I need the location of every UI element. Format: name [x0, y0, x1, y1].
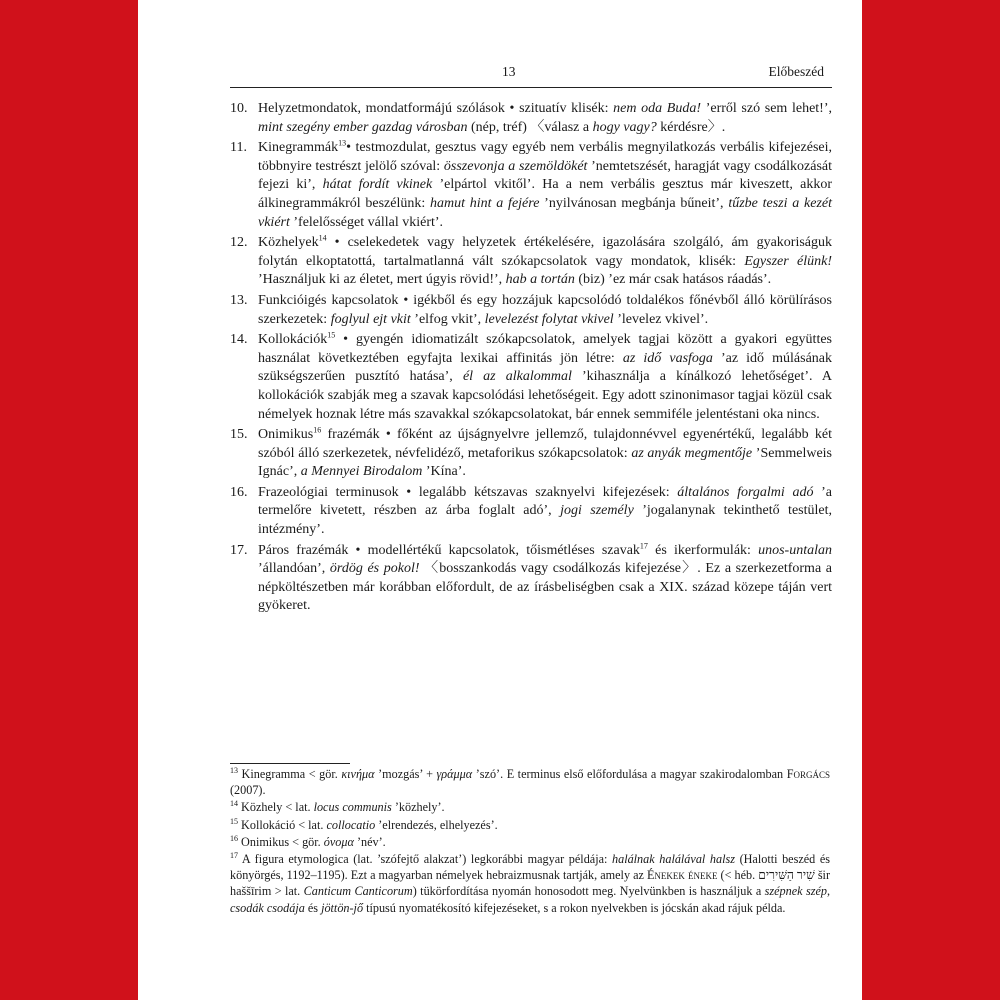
item-text: Páros frazémák • modellértékű kapcsolatok, tőismétléses szavak$^{17}$ és ikerformulák: unos-untalan ’állandóan’, ördög és pokol! 〈bosszankodás vagy csodálkozás kifejezése〉. Ez a szerkezetforma a népköltészetben már korábban előfordult, de az írásbeliségben csak a XIX. század közepe táján vert gyökeret.: [258, 541, 833, 614]
item-text: Közhelyek$^{14}$ • cselekedetek vagy helyzetek értékelésére, igazolására szolgáló, ám gyakoriságuk folytán elkoptatottá, tartalmatlanná vált szókapcsolatok vagy mondatok, klisék: Egyszer élünk! ’Használjuk ki az életet, mert úgyis rövid!’, hab a tortán (biz) ’ez már csak hatásos ráadás’.: [258, 233, 832, 288]
item-number: 13.: [230, 292, 248, 308]
book-page: [138, 0, 862, 1000]
footnote: $^{15}$ Kollokáció < lat. collocatio ’elrendezés, elhelyezés’.: [230, 816, 498, 832]
main-text: [230, 100, 832, 618]
item-number: 12.: [230, 235, 248, 251]
item-number: 14.: [230, 332, 248, 348]
item-text: Onimikus$^{16}$ frazémák • főként az újságnyelvre jellemző, tulajdonnévvel egyenértékű, legalább két szóból álló szerkezetek, névfelidéző, metaforikus szókapcsolatok: az anyák megmentője ’Semmelweis Ignác’, a Mennyei Birodalom ’Kína’.: [258, 425, 832, 480]
item-text: Helyzetmondatok, mondatformájú szólások • szituatív klisék: nem oda Buda! ’erről szó sem lehet!’, mint szegény ember gazdag városban (nép, tréf) 〈válasz a hogy vagy? kérdésre〉.: [258, 101, 832, 135]
header-rule: [230, 87, 832, 88]
list-item: [230, 542, 832, 616]
page-number: 13: [502, 64, 516, 79]
item-text: Kollokációk$^{15}$ • gyengén idiomatizált szókapcsolatok, amelyek tagjai között a gyakori együttes használat következtében egyfajta lexikai affinitás jön létre: az idő vasfoga ’az idő múlásának szükségszerűen pusztító hatása’, él az alkalommal ’kihasználja a kínálkozó lehetőséget’. A kollokációk szabják meg a szavak kapcsolódási lehetőségeit. Egy adott szinonimasor tagjai közül csak némelyek hoznak létre más szavakkal szókapcsolatokat, bár ennek semmiféle jelentéstani oka nincs.: [258, 330, 833, 422]
list-item: [230, 292, 832, 329]
item-number: 11.: [230, 140, 247, 156]
footnote: $^{17}$ A figura etymologica (lat. ’szófejtő alakzat’) legkorábbi magyar példája: halálnak halálával halsz (Halotti beszéd és könyörgés, 1192–1195). Ezt a magyarban némelyek hebraizmusnak tartják, amely az Énekek éneke (< héb. שִׁיר הַשִּׁירִים šir haššīrim > lat. Canticum Canticorum) tükörfordítása nyomán honosodott meg. Nyelvünkben is használjuk a szépnek szép, csodák csodája és jöttön-jő típusú nyomatékosító kifejezéseket, s a rokon nyelvekben is jócskán akad rájuk példa.: [230, 850, 831, 915]
running-title: Előbeszéd: [768, 64, 824, 79]
item-number: 15.: [230, 427, 248, 443]
footnote: $^{13}$ Kinegramma < gör. κινήμα ’mozgás’ + γράμμα ’szó’. E terminus első előfordulása a magyar szakirodalomban Forgács (2007).: [230, 765, 830, 798]
item-text: Funkcióigés kapcsolatok • igékből és egy hozzájuk kapcsolódó toldalékos főnévből álló körülírásos szerkezetek: foglyul ejt vkit ’elfog vkit’, levelezést folytat vkivel ’levelez vkivel’.: [258, 292, 832, 327]
footnotes: [230, 766, 830, 917]
footnote-rule: [230, 763, 350, 764]
list-item: [230, 100, 832, 137]
list-item: [230, 426, 832, 482]
item-number: 10.: [230, 101, 248, 116]
list-item: [230, 234, 832, 290]
item-number: 16.: [230, 484, 248, 500]
footnote: $^{16}$ Onimikus < gör. όνομα ’név’.: [230, 833, 386, 849]
list-item: [230, 484, 832, 540]
item-number: 17.: [230, 542, 248, 558]
footnote: $^{14}$ Közhely < lat. locus communis ’közhely’.: [230, 799, 445, 815]
page-header: [230, 64, 832, 86]
list-item: [230, 139, 832, 232]
item-text: Frazeológiai terminusok • legalább kétszavas szaknyelvi kifejezések: általános forgalmi adó ’a termelőre kivetett, részben az árba foglalt adó’, jogi személy ’jogalanynak tekinthető testület, intézmény’.: [258, 484, 832, 538]
item-text: Kinegrammák$^{13}$• testmozdulat, gesztus vagy egyéb nem verbális megnyilatkozás verbális kifejezései, többnyire testrészt jelölő szóval: összevonja a szemöldökét ’nemtetszését, haragját vagy csodálkozását fejezi ki’, hátat fordít vkinek ’elpártol vkitől’. Ha a nem verbális gesztus már kiveszett, akkor álkinegrammákról beszélünk: hamut hint a fejére ’nyilvánosan megbánja bűneit’, tűzbe teszi a kezét vkiért ’felelősséget vállal vkiért’.: [258, 138, 832, 230]
list-item: [230, 331, 832, 424]
